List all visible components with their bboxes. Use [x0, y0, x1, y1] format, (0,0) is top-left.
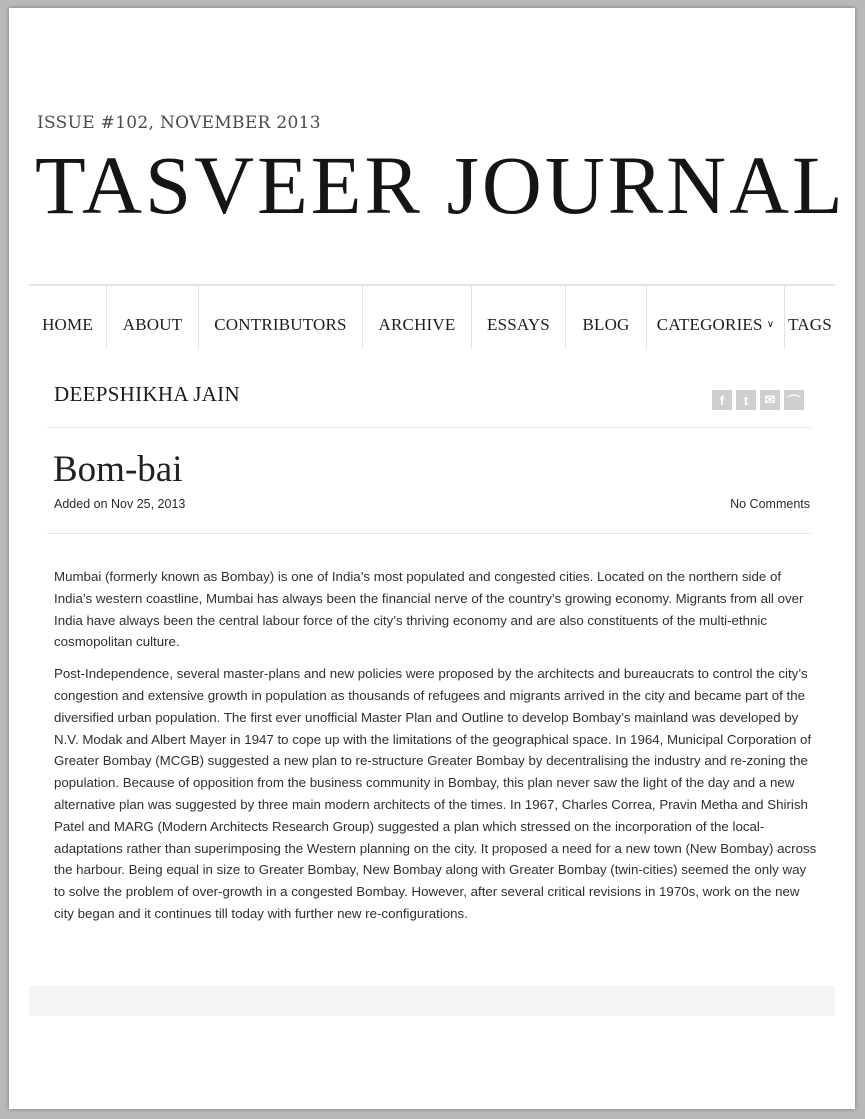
nav-categories[interactable]: CATEGORIES ∨ [647, 286, 785, 349]
article-paragraph: Post-Independence, several master-plans and new policies were proposed by the architects and bureaucrats to control the city’s congestion and extensive growth in population as thousands of refugees and migrants arrived in the city and became part of the diversified urban population. The first ever unofficial Master Plan and Outline to develop Bombay’s mainland was developed by N.V. Modak and Albert Mayer in 1947 to cope up with the limitations of the geographical space. In 1964, Municipal Corporation of Greater Bombay (MCGB) suggested a new plan to re-structure Greater Bombay by decentralising the industry and re-zoning the population. Because of opposition from the business community in Bombay, this plan never saw the light of the day and a new alternative plan was suggested by three main modern architects of the times. In 1967, Charles Correa, Pravin Metha and Shirish Patel and MARG (Modern Architects Research Group) suggested a plan which stressed on the incorporation of the local-adaptations rather than superimposing the Western planning on the city. It proposed a need for a new town (New Bombay) across the harbour. Being equal in size to Greater Bombay, New Bombay along with Greater Bombay (twin-cities) seemed the only way to solve the problem of over-growth in a congested Bombay. However, after several critical revisions in 1970s, work on the new city began and it continues till today with further new re-configurations. [54, 666, 817, 921]
article-title: Bom-bai [53, 449, 183, 490]
nav-archive[interactable]: ARCHIVE [363, 286, 472, 349]
main-nav [29, 284, 835, 349]
facebook-icon[interactable]: f [712, 390, 732, 410]
footer-band [29, 986, 835, 1016]
nav-contributors[interactable]: CONTRIBUTORS [199, 286, 363, 349]
article-body [54, 566, 818, 935]
page [9, 8, 855, 1109]
nav-home[interactable]: HOME [29, 286, 107, 349]
divider [47, 427, 811, 428]
article-date: Added on Nov 25, 2013 [54, 497, 186, 511]
rss-icon[interactable]: ⌒ [784, 390, 804, 410]
divider [47, 533, 811, 534]
nav-essays[interactable]: ESSAYS [472, 286, 566, 349]
nav-tags[interactable]: TAGS [788, 314, 832, 334]
twitter-icon[interactable]: t [736, 390, 756, 410]
site-title[interactable]: TASVEER JOURNAL [35, 139, 846, 231]
nav-about[interactable]: ABOUT [107, 286, 199, 349]
nav-blog[interactable]: BLOG [566, 286, 647, 349]
issue-label: ISSUE #102, NOVEMBER 2013 [37, 113, 321, 133]
chevron-down-icon: ∨ [766, 319, 775, 330]
comments-link[interactable]: No Comments [730, 497, 810, 511]
article-paragraph: Mumbai (formerly known as Bombay) is one of India’s most populated and congested cities. Located on the northern side of India’s western coastline, Mumbai has always been the financial nerve of the country’s growing economy. Migrants from all over India have always been the central labour force of the city’s thriving economy and are also constituents of the multi-ethnic cosmopolitan culture. [54, 569, 804, 650]
mail-icon[interactable]: ✉ [760, 390, 780, 410]
author-name[interactable]: DEEPSHIKHA JAIN [54, 382, 240, 406]
social-icons [712, 390, 804, 410]
